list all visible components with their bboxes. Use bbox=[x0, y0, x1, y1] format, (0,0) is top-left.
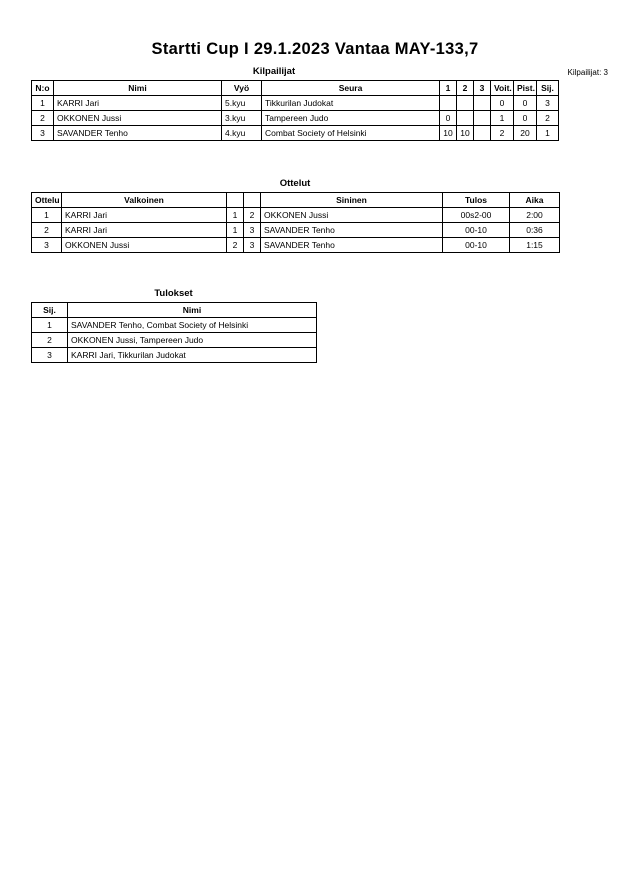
cell-match-no: 1 bbox=[32, 208, 62, 223]
column-header-rank: Sij. bbox=[537, 81, 559, 96]
column-header-white-no bbox=[227, 193, 244, 208]
cell-match-3 bbox=[474, 111, 491, 126]
cell-belt: 3.kyu bbox=[222, 111, 262, 126]
cell-result: 00s2-00 bbox=[443, 208, 510, 223]
competitors-table bbox=[31, 80, 559, 141]
column-header-match-3: 3 bbox=[474, 81, 491, 96]
cell-name: KARRI Jari, Tikkurilan Judokat bbox=[68, 348, 317, 363]
cell-match-2: 10 bbox=[457, 126, 474, 141]
cell-match-1 bbox=[440, 96, 457, 111]
cell-rank: 2 bbox=[32, 333, 68, 348]
results-table bbox=[31, 302, 317, 363]
cell-points: 0 bbox=[514, 96, 537, 111]
cell-name: OKKONEN Jussi bbox=[54, 111, 222, 126]
competitor-count-label: Kilpailijat: 3 bbox=[567, 68, 608, 77]
table-row bbox=[32, 126, 559, 141]
column-header-time: Aika bbox=[510, 193, 560, 208]
table-row bbox=[32, 238, 560, 253]
cell-club: Combat Society of Helsinki bbox=[262, 126, 440, 141]
competitors-section-label: Kilpailijat bbox=[252, 66, 296, 77]
cell-rank: 1 bbox=[32, 318, 68, 333]
cell-blue: SAVANDER Tenho bbox=[261, 238, 443, 253]
column-header-white: Valkoinen bbox=[62, 193, 227, 208]
cell-points: 0 bbox=[514, 111, 537, 126]
column-header-rank: Sij. bbox=[32, 303, 68, 318]
matches-section-label: Ottelut bbox=[279, 178, 311, 189]
column-header-points: Pist. bbox=[514, 81, 537, 96]
cell-white-no: 1 bbox=[227, 208, 244, 223]
cell-time: 2:00 bbox=[510, 208, 560, 223]
column-header-name: Nimi bbox=[54, 81, 222, 96]
cell-no: 3 bbox=[32, 126, 54, 141]
cell-white-no: 1 bbox=[227, 223, 244, 238]
cell-time: 1:15 bbox=[510, 238, 560, 253]
cell-club: Tampereen Judo bbox=[262, 111, 440, 126]
column-header-no: N:o bbox=[32, 81, 54, 96]
column-header-match-no: Ottelu bbox=[32, 193, 62, 208]
cell-name: SAVANDER Tenho, Combat Society of Helsinki bbox=[68, 318, 317, 333]
results-section bbox=[31, 288, 316, 363]
cell-white: OKKONEN Jussi bbox=[62, 238, 227, 253]
cell-belt: 5.kyu bbox=[222, 96, 262, 111]
cell-club: Tikkurilan Judokat bbox=[262, 96, 440, 111]
table-row bbox=[32, 318, 317, 333]
cell-white: KARRI Jari bbox=[62, 208, 227, 223]
cell-blue-no: 3 bbox=[244, 223, 261, 238]
column-header-name: Nimi bbox=[68, 303, 317, 318]
cell-no: 1 bbox=[32, 96, 54, 111]
cell-match-3 bbox=[474, 126, 491, 141]
cell-wins: 0 bbox=[491, 96, 514, 111]
cell-blue: SAVANDER Tenho bbox=[261, 223, 443, 238]
table-row bbox=[32, 111, 559, 126]
cell-match-2 bbox=[457, 96, 474, 111]
cell-blue: OKKONEN Jussi bbox=[261, 208, 443, 223]
column-header-belt: Vyö bbox=[222, 81, 262, 96]
cell-rank: 2 bbox=[537, 111, 559, 126]
cell-match-1: 10 bbox=[440, 126, 457, 141]
cell-match-2 bbox=[457, 111, 474, 126]
matches-section bbox=[31, 178, 559, 253]
page-title: Startti Cup I 29.1.2023 Vantaa MAY-133,7 bbox=[151, 40, 479, 58]
cell-match-3 bbox=[474, 96, 491, 111]
cell-white: KARRI Jari bbox=[62, 223, 227, 238]
cell-time: 0:36 bbox=[510, 223, 560, 238]
table-header-row bbox=[32, 81, 559, 96]
cell-name: OKKONEN Jussi, Tampereen Judo bbox=[68, 333, 317, 348]
competitors-section bbox=[31, 66, 554, 141]
cell-wins: 2 bbox=[491, 126, 514, 141]
column-header-result: Tulos bbox=[443, 193, 510, 208]
cell-rank: 3 bbox=[537, 96, 559, 111]
table-row bbox=[32, 223, 560, 238]
column-header-wins: Voit. bbox=[491, 81, 514, 96]
table-row bbox=[32, 348, 317, 363]
column-header-match-1: 1 bbox=[440, 81, 457, 96]
matches-table bbox=[31, 192, 560, 253]
cell-blue-no: 2 bbox=[244, 208, 261, 223]
column-header-match-2: 2 bbox=[457, 81, 474, 96]
cell-result: 00-10 bbox=[443, 223, 510, 238]
cell-rank: 1 bbox=[537, 126, 559, 141]
cell-points: 20 bbox=[514, 126, 537, 141]
column-header-blue: Sininen bbox=[261, 193, 443, 208]
cell-match-no: 3 bbox=[32, 238, 62, 253]
cell-name: SAVANDER Tenho bbox=[54, 126, 222, 141]
cell-no: 2 bbox=[32, 111, 54, 126]
cell-belt: 4.kyu bbox=[222, 126, 262, 141]
cell-rank: 3 bbox=[32, 348, 68, 363]
cell-match-1: 0 bbox=[440, 111, 457, 126]
table-row bbox=[32, 333, 317, 348]
cell-match-no: 2 bbox=[32, 223, 62, 238]
column-header-blue-no bbox=[244, 193, 261, 208]
table-header-row bbox=[32, 303, 317, 318]
cell-white-no: 2 bbox=[227, 238, 244, 253]
cell-result: 00-10 bbox=[443, 238, 510, 253]
table-row bbox=[32, 96, 559, 111]
table-header-row bbox=[32, 193, 560, 208]
cell-blue-no: 3 bbox=[244, 238, 261, 253]
column-header-club: Seura bbox=[262, 81, 440, 96]
table-row bbox=[32, 208, 560, 223]
cell-wins: 1 bbox=[491, 111, 514, 126]
results-section-label: Tulokset bbox=[154, 288, 193, 299]
cell-name: KARRI Jari bbox=[54, 96, 222, 111]
